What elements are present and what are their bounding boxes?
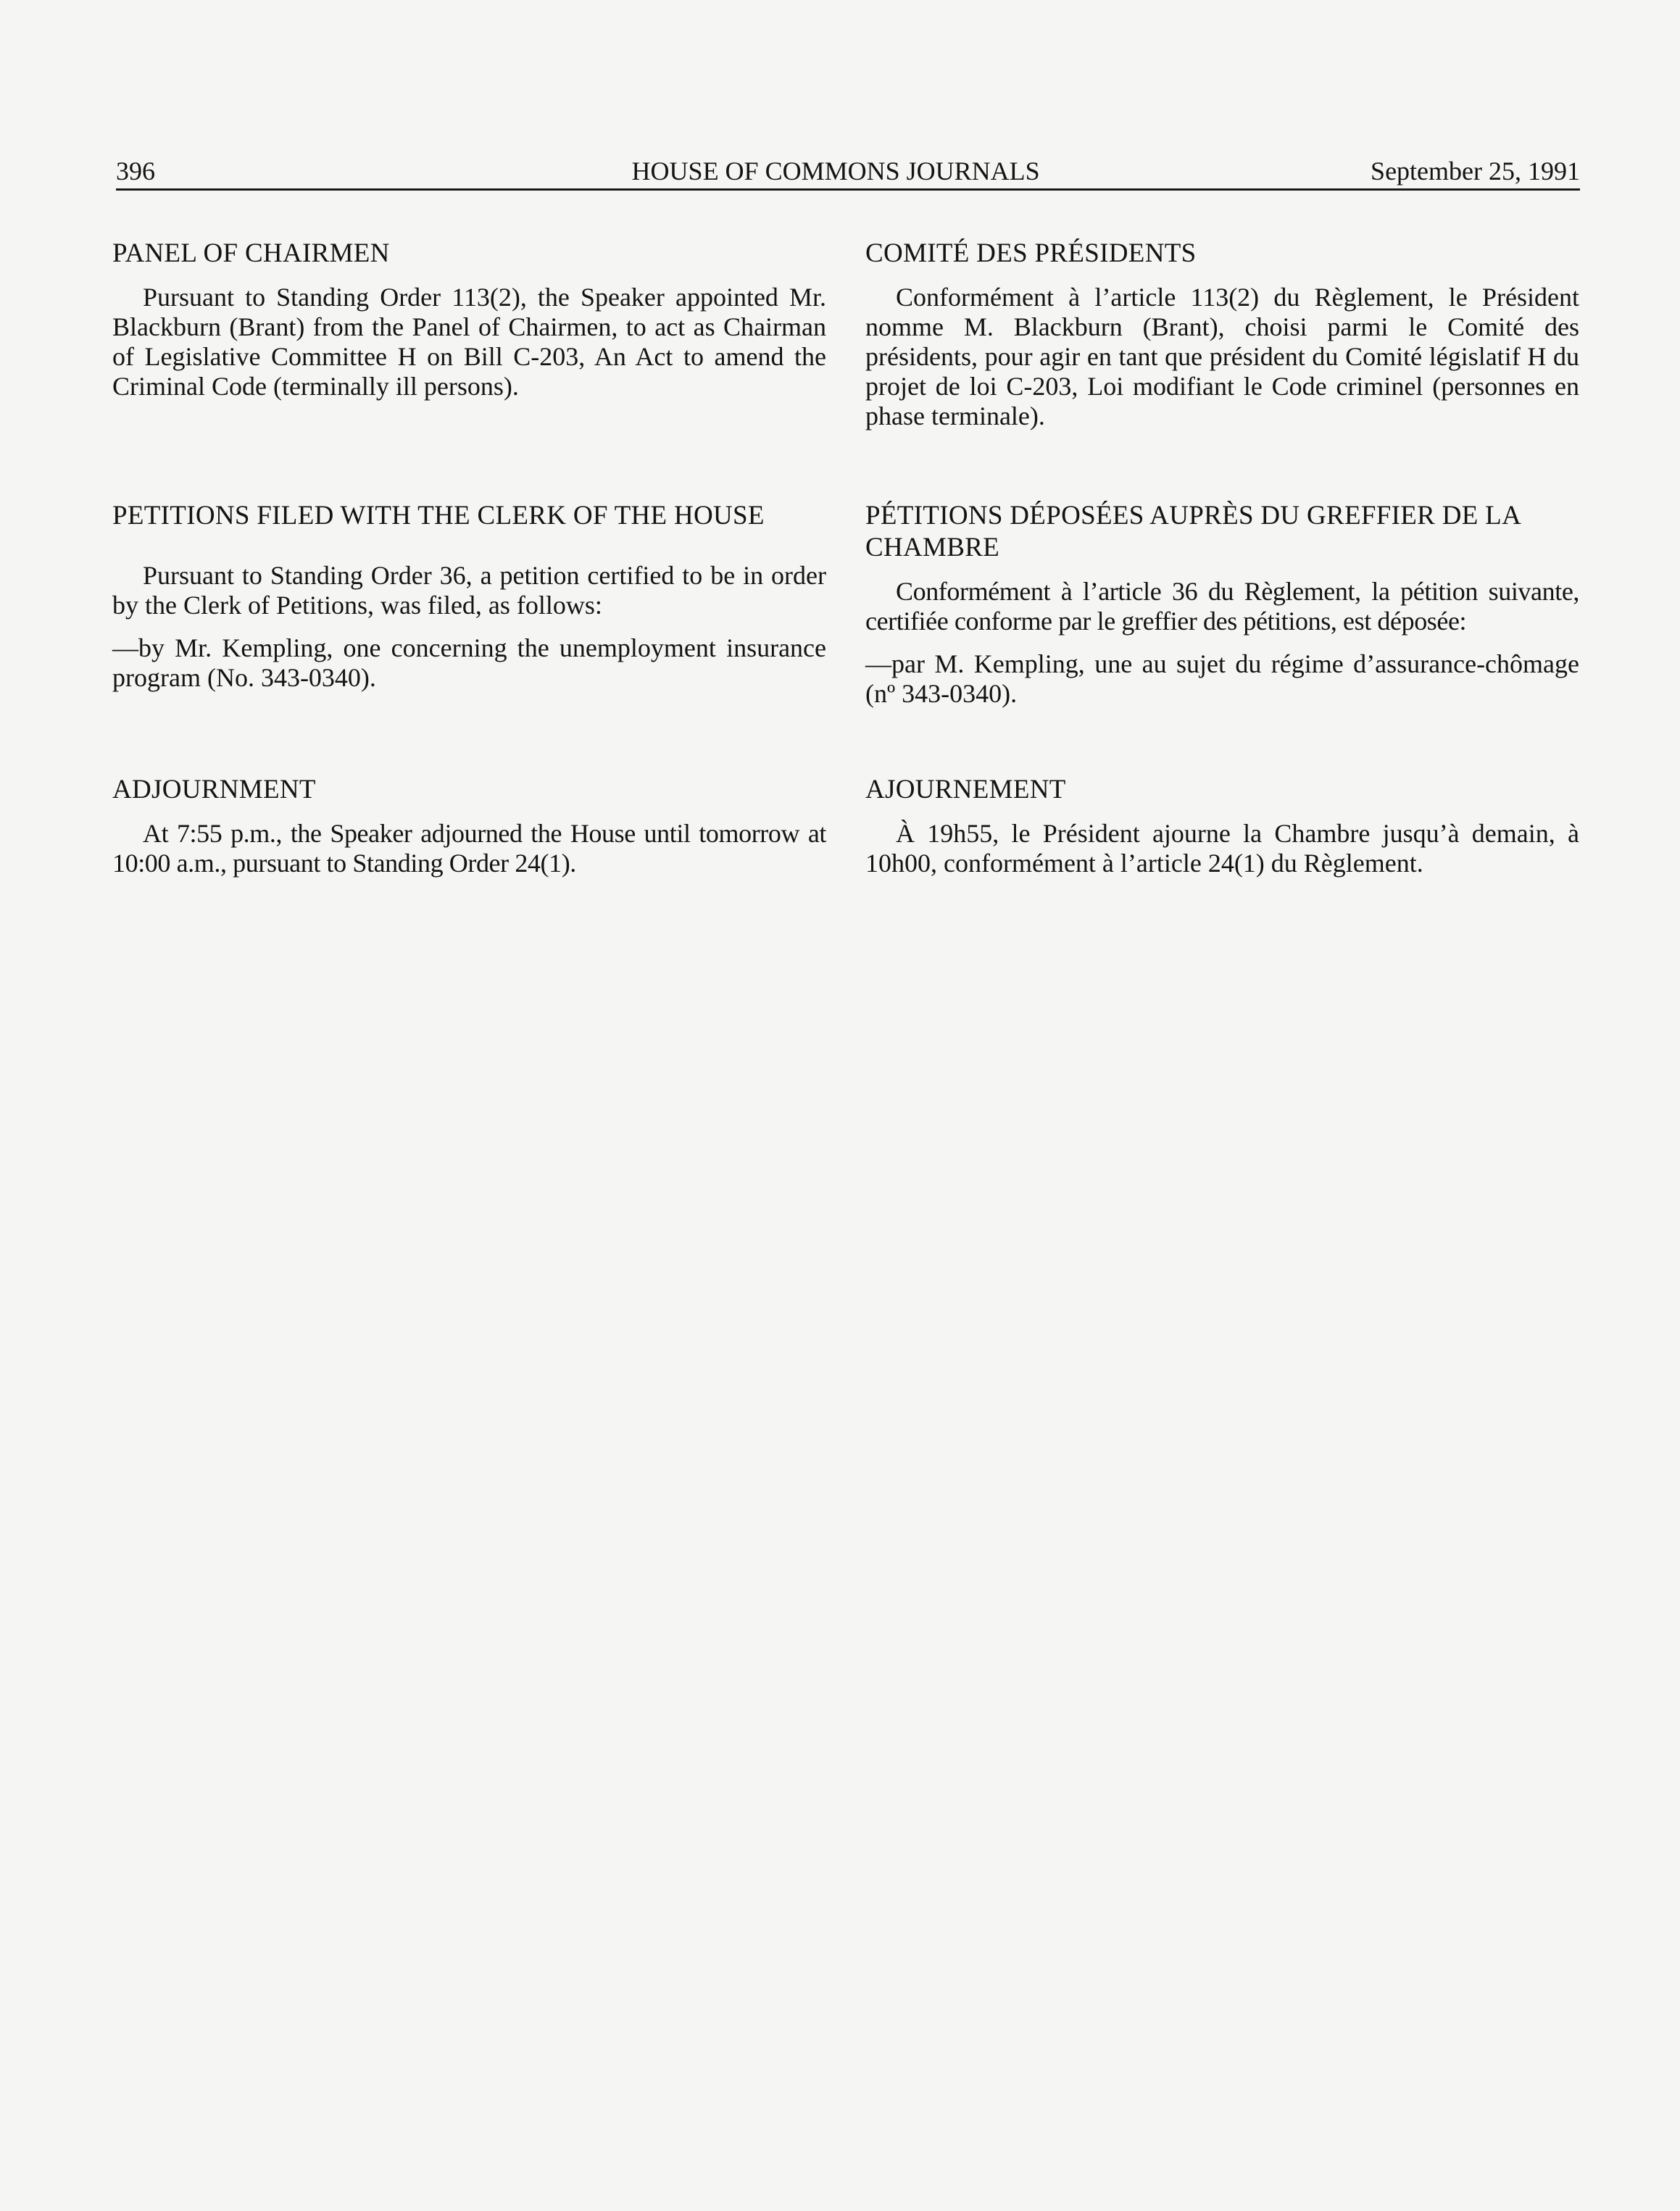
section-paragraph: À 19h55, le Président ajourne la Chambre jusqu’à demain, à 10h00, conformément à l’article 24(1) du Règlement. [865, 819, 1579, 878]
section-paragraph: Pursuant to Standing Order 36, a petition certified to be in order by the Clerk of Petitions, was filed, as follows: [112, 561, 826, 620]
adjournment-section [112, 774, 826, 891]
section-paragraph: Conformément à l’article 113(2) du Règlement, le Président nomme M. Blackburn (Brant), choisi parmi le Comité des présidents, pour agir en tant que président du Comité législatif H du projet de loi C-203, Loi modifiant le Code criminel (personnes en phase terminale). [865, 283, 1579, 430]
journal-title: HOUSE OF COMMONS JOURNALS [631, 157, 1040, 186]
header-date: September 25, 1991 [1371, 157, 1580, 186]
section-heading: ADJOURNMENT [112, 775, 316, 804]
section-paragraph: Conformément à l’article 36 du Règlement, la pétition suivante, certifiée conforme par le greffier des pétitions, est déposée: [865, 577, 1579, 636]
page-number: 396 [116, 157, 155, 186]
ajournement-section [865, 774, 1579, 891]
petition-item: —by Mr. Kempling, one concerning the unemployment insurance program (No. 343-0340). [112, 633, 826, 692]
section-heading: COMITÉ DES PRÉSIDENTS [865, 238, 1197, 268]
section-paragraph: Pursuant to Standing Order 113(2), the Speaker appointed Mr. Blackburn (Brant) from the Panel of Chairmen, to act as Chairman of Legislative Committee H on Bill C-203, An Act to amend the Criminal Code (terminally ill persons). [112, 283, 826, 401]
section-paragraph: At 7:55 p.m., the Speaker adjourned the House until tomorrow at 10:00 a.m., pursuant to Standing Order 24(1). [112, 819, 826, 878]
petitions-section [112, 500, 826, 706]
petitions-deposees-section [865, 500, 1579, 722]
section-heading: PANEL OF CHAIRMEN [112, 238, 390, 268]
comite-des-presidents-section [865, 238, 1579, 444]
petition-item: —par M. Kempling, une au sujet du régime d’assurance-chômage (nº 343-0340). [865, 649, 1579, 708]
page-header [116, 151, 1580, 191]
section-heading: PÉTITIONS DÉPOSÉES AUPRÈS DU GREFFIER DE LA CHAMBRE [865, 501, 1521, 562]
section-heading: AJOURNEMENT [865, 775, 1066, 804]
panel-of-chairmen-section [112, 238, 826, 415]
section-heading: PETITIONS FILED WITH THE CLERK OF THE HOUSE [112, 501, 765, 530]
